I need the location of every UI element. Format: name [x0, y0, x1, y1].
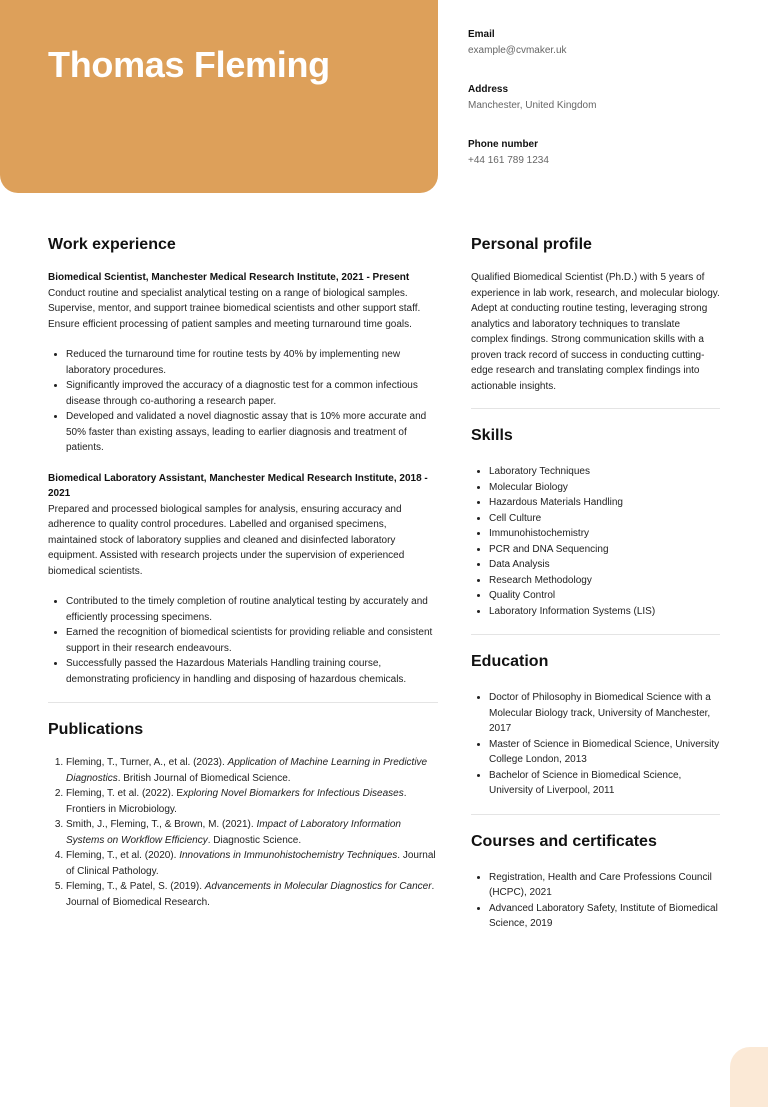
job-achievements	[48, 347, 438, 456]
decorative-corner	[730, 1047, 768, 1107]
list-item: • Immunohistochemistry	[489, 526, 720, 542]
courses-list	[471, 870, 720, 932]
address-value: Manchester, United Kingdom	[468, 100, 597, 111]
publication-journal: . British Journal of Biomedical Science.	[117, 772, 291, 784]
job-description: Prepared and processed biological samples for analysis, ensuring accuracy and adherence to quality control procedures. Labelled and organised specimens, maintained stock of laboratory supplies and cleaned and disinfected laboratory equipment. Assisted with research projects under the supervision of experienced biomedical scientists.	[48, 503, 405, 577]
list-item: • Significantly improved the accuracy of a diagnostic test for a common infectious disease through co-authoring a research paper.	[66, 378, 438, 409]
list-item: • Molecular Biology	[489, 480, 720, 496]
section-title: Skills	[471, 427, 513, 444]
list-item: • Earned the recognition of biomedical scientists for providing reliable and consistent support in their research endeavours.	[66, 625, 438, 656]
contact-email	[468, 28, 748, 83]
publication-item	[66, 786, 438, 817]
work-experience-section	[48, 232, 438, 687]
contact-label: Address	[468, 84, 509, 95]
education-section	[471, 649, 720, 799]
list-item: • Successfully passed the Hazardous Materials Handling training course, demonstrating proficiency in handling and disposing of hazardous chemicals.	[66, 656, 438, 687]
left-column	[48, 232, 438, 910]
contact-label: Email	[468, 29, 495, 40]
list-item: • Bachelor of Science in Biomedical Science, University of Liverpool, 2011	[489, 768, 720, 799]
contact-address	[468, 83, 748, 138]
publication-journal: . Diagnostic Science.	[207, 834, 302, 846]
publication-journal: . Journal of Biomedical Research.	[66, 881, 435, 908]
list-item: • Data Analysis	[489, 557, 720, 573]
job-description: Conduct routine and specialist analytical testing on a range of biological samples. Supervise, mentor, and support trainee biomedical scientists and other support staff. Ensure efficient processing of patient samples and meeting turnaround time goals.	[48, 287, 421, 330]
publication-title: xploring Novel Biomarkers for Infectious Diseases	[183, 788, 404, 799]
work-experience-body	[48, 270, 438, 687]
contact-label: Phone number	[468, 139, 539, 150]
list-item: • Research Methodology	[489, 573, 720, 589]
list-item: • Laboratory Techniques	[489, 464, 720, 480]
job-heading: Biomedical Laboratory Assistant, Manchester Medical Research Institute, 2018 - 2021	[48, 472, 428, 499]
list-item: • Master of Science in Biomedical Science, University College London, 2013	[489, 737, 720, 768]
publication-authors: Fleming, T., Turner, A., et al. (2023).	[66, 757, 228, 768]
publication-authors: Smith, J., Fleming, T., & Brown, M. (2021).	[66, 819, 257, 830]
section-title: Courses and certificates	[471, 832, 657, 850]
publication-item	[66, 755, 438, 786]
section-title: Education	[471, 653, 549, 670]
profile-text: Qualified Biomedical Scientist (Ph.D.) with 5 years of experience in lab work, research, and molecular biology. Adept at conducting routine testing, leveraging strong analytics and laboratory techniques to translate complex findings. Strong communication skills with a proven track record of success in conducting cutting-edge research and translating complex findings into actionable insights.	[471, 272, 720, 392]
skills-section	[471, 423, 720, 619]
publications-list	[48, 755, 438, 910]
section-title: Personal profile	[471, 236, 592, 253]
section-divider	[471, 634, 720, 635]
publication-item	[66, 817, 438, 848]
list-item: • Cell Culture	[489, 511, 720, 527]
education-list	[471, 690, 720, 799]
courses-section	[471, 829, 720, 932]
section-title: Work experience	[48, 236, 176, 253]
list-item: • Registration, Health and Care Professions Council (HCPC), 2021	[489, 870, 720, 901]
contact-phone	[468, 138, 748, 193]
list-item: • Laboratory Information Systems (LIS)	[489, 604, 720, 620]
list-item: • Reduced the turnaround time for routine tests by 40% by implementing new laboratory procedures.	[66, 347, 438, 378]
publication-title: Innovations in Immunohistochemistry Techniques	[179, 850, 398, 861]
list-item: • Developed and validated a novel diagnostic assay that is 10% more accurate and 50% faster than existing assays, leading to earlier diagnosis and treatment of patients.	[66, 409, 438, 456]
list-item: • Quality Control	[489, 588, 720, 604]
section-divider	[48, 702, 438, 703]
publication-title: Impact of Laboratory Information Systems on Workflow Efficiency	[66, 819, 401, 846]
publication-authors: Fleming, T. et al. (2022). E	[66, 788, 184, 799]
publication-item	[66, 848, 438, 879]
publication-journal: . Journal of Clinical Pathology.	[66, 850, 436, 877]
job-heading: Biomedical Scientist, Manchester Medical Research Institute, 2021 - Present	[48, 272, 410, 283]
header-banner	[0, 0, 438, 193]
publications-section	[48, 717, 438, 910]
list-item: • Doctor of Philosophy in Biomedical Science with a Molecular Biology track, University of Manchester, 2017	[489, 690, 720, 737]
list-item: • PCR and DNA Sequencing	[489, 542, 720, 558]
section-divider	[471, 408, 720, 409]
skills-list	[471, 464, 720, 619]
candidate-name: Thomas Fleming	[48, 44, 330, 85]
list-item: • Contributed to the timely completion of routine analytical testing by accurately and efficiently processing specimens.	[66, 594, 438, 625]
publication-item	[66, 879, 438, 910]
email-value: example@cvmaker.uk	[468, 45, 567, 56]
contact-info	[468, 28, 748, 193]
publication-authors: Fleming, T., et al. (2020).	[66, 850, 180, 861]
job-entry	[48, 471, 438, 688]
phone-value: +44 161 789 1234	[468, 155, 549, 166]
right-column	[471, 232, 720, 947]
job-entry	[48, 270, 438, 456]
personal-profile-section	[471, 232, 720, 394]
publication-journal: . Frontiers in Microbiology.	[66, 788, 407, 815]
publication-authors: Fleming, T., & Patel, S. (2019).	[66, 881, 205, 892]
publication-title: Advancements in Molecular Diagnostics for Cancer	[204, 881, 432, 892]
publications-body	[48, 755, 438, 910]
section-divider	[471, 814, 720, 815]
list-item: • Hazardous Materials Handling	[489, 495, 720, 511]
job-achievements	[48, 594, 438, 687]
list-item: • Advanced Laboratory Safety, Institute of Biomedical Science, 2019	[489, 901, 720, 932]
section-title: Publications	[48, 721, 144, 738]
publication-title: Application of Machine Learning in Predictive Diagnostics	[66, 757, 428, 784]
